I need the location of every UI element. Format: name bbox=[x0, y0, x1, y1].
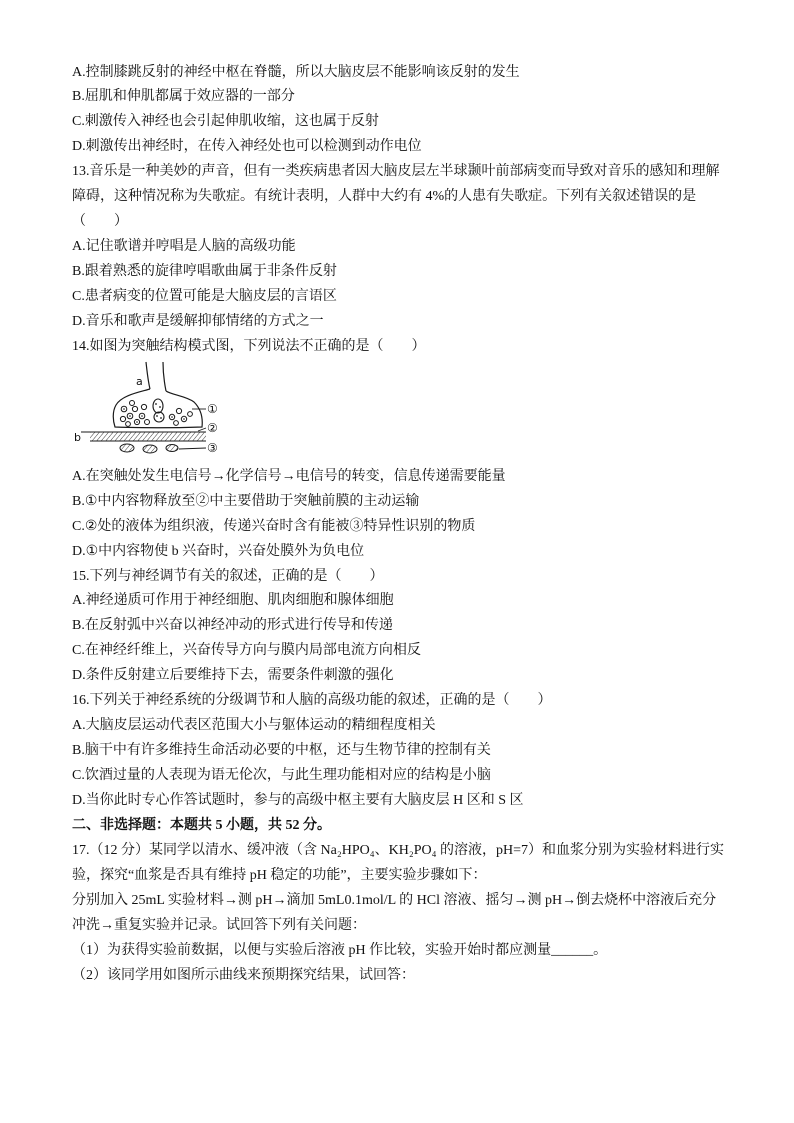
option-c: C.患者病变的位置可能是大脑皮层的言语区 bbox=[72, 288, 337, 304]
option-d: D.条件反射建立后要维持下去，需要条件刺激的强化 bbox=[72, 668, 394, 684]
question-stem-line: 17.（12 分）某同学以清水、缓冲液（含 Na₂HPO₄、KH₂PO₄ 的溶液，pH=7）和血浆分别为实验材料进行实 bbox=[72, 842, 724, 858]
option-c: C.②处的液体为组织液，传递兴奋时含有能被③特异性识别的物质 bbox=[72, 518, 476, 534]
option-b: B.跟着熟悉的旋律哼唱歌曲属于非条件反射 bbox=[72, 264, 337, 279]
label-3: ③ bbox=[207, 440, 218, 455]
experiment-steps-line: 冲洗→重复实验并记录。试回答下列有关问题： bbox=[72, 917, 366, 933]
option-d: D.当你此时专心作答试题时，参与的高级中枢主要有大脑皮层 H 区和 S 区 bbox=[72, 792, 524, 808]
question-14 bbox=[72, 335, 728, 565]
question-15 bbox=[72, 565, 728, 690]
leader-line-2 bbox=[198, 428, 206, 431]
label-1: ① bbox=[207, 401, 218, 416]
answer-bracket: （ ） bbox=[72, 214, 128, 230]
option-a: A.大脑皮层运动代表区范围大小与躯体运动的精细程度相关 bbox=[72, 718, 436, 734]
option-b: B.在反射弧中兴奋以神经冲动的形式进行传导和传递 bbox=[72, 618, 393, 634]
question-16 bbox=[72, 689, 728, 814]
question-12 bbox=[72, 61, 728, 161]
option-b: B.①中内容物释放至②中主要借助于突触前膜的主动运输 bbox=[72, 493, 420, 509]
section-heading: 二、非选择题：本题共 5 小题，共 52 分。 bbox=[72, 817, 331, 833]
sub-question-2: （2）该同学用如图所示曲线来预期探究结果，试回答： bbox=[72, 967, 415, 983]
question-stem-line: 13.音乐是一种美妙的声音，但有一类疾病患者因大脑皮层左半球颞叶前部病变而导致对音乐的感知和理解 bbox=[72, 164, 720, 180]
label-b: b bbox=[74, 430, 81, 444]
option-d: D.刺激传出神经时，在传入神经处也可以检测到动作电位 bbox=[72, 139, 422, 155]
question-13 bbox=[72, 160, 728, 335]
option-d: D.①中内容物使 b 兴奋时，兴奋处膜外为负电位 bbox=[72, 543, 365, 559]
question-stem: 15.下列与神经调节有关的叙述，正确的是（ ） bbox=[72, 568, 384, 584]
label-a: a bbox=[136, 374, 143, 388]
postsynaptic-membrane bbox=[90, 432, 206, 441]
sub-question-1: （1）为获得实验前数据，以便与实验后溶液 pH 作比较，实验开始时都应测量______。 bbox=[72, 942, 608, 958]
option-a: A.记住歌谱并哼唱是人脑的高级功能 bbox=[72, 239, 296, 255]
option-b: B.屈肌和伸肌都属于效应器的一部分 bbox=[72, 89, 295, 105]
question-stem: 16.下列关于神经系统的分级调节和人脑的高级功能的叙述，正确的是（ ） bbox=[72, 693, 552, 709]
receptors bbox=[120, 444, 178, 453]
leader-line-3 bbox=[179, 448, 206, 449]
option-c: C.在神经纤维上，兴奋传导方向与膜内局部电流方向相反 bbox=[72, 643, 421, 659]
option-a: A.神经递质可作用于神经细胞、肌肉细胞和腺体细胞 bbox=[72, 593, 394, 609]
option-a: A.控制膝跳反射的神经中枢在脊髓，所以大脑皮层不能影响该反射的发生 bbox=[72, 64, 520, 80]
experiment-steps-line: 分别加入 25mL 实验材料→测 pH→滴加 5mL0.1mol/L 的 HCl 溶液、摇匀→测 pH→倒去烧杯中溶液后充分 bbox=[72, 892, 717, 908]
exam-page bbox=[72, 61, 728, 989]
mitochondrion bbox=[153, 399, 164, 422]
option-a: A.在突触处发生电信号→化学信号→电信号的转变，信息传递需要能量 bbox=[72, 468, 506, 484]
label-2: ② bbox=[207, 420, 218, 435]
option-b: B.脑干中有许多维持生命活动必要的中枢，还与生物节律的控制有关 bbox=[72, 743, 491, 759]
question-17 bbox=[72, 839, 728, 989]
axon bbox=[146, 362, 166, 391]
option-c: C.刺激传入神经也会引起伸肌收缩，这也属于反射 bbox=[72, 114, 379, 130]
synapse-diagram-svg bbox=[72, 361, 232, 461]
synapse-diagram bbox=[72, 360, 728, 465]
question-stem: 14.如图为突触结构模式图，下列说法不正确的是（ ） bbox=[72, 338, 426, 354]
question-stem-line: 验，探究“血浆是否具有维持 pH 稳定的功能”，主要实验步骤如下： bbox=[72, 867, 487, 883]
option-d: D.音乐和歌声是缓解抑郁情绪的方式之一 bbox=[72, 313, 324, 329]
option-c: C.饮酒过量的人表现为语无伦次，与此生理功能相对应的结构是小脑 bbox=[72, 768, 491, 783]
question-stem-line: 障碍，这种情况称为失歌症。有统计表明，人群中大约有 4%的人患有失歌症。下列有关叙述错误的是 bbox=[72, 189, 697, 205]
